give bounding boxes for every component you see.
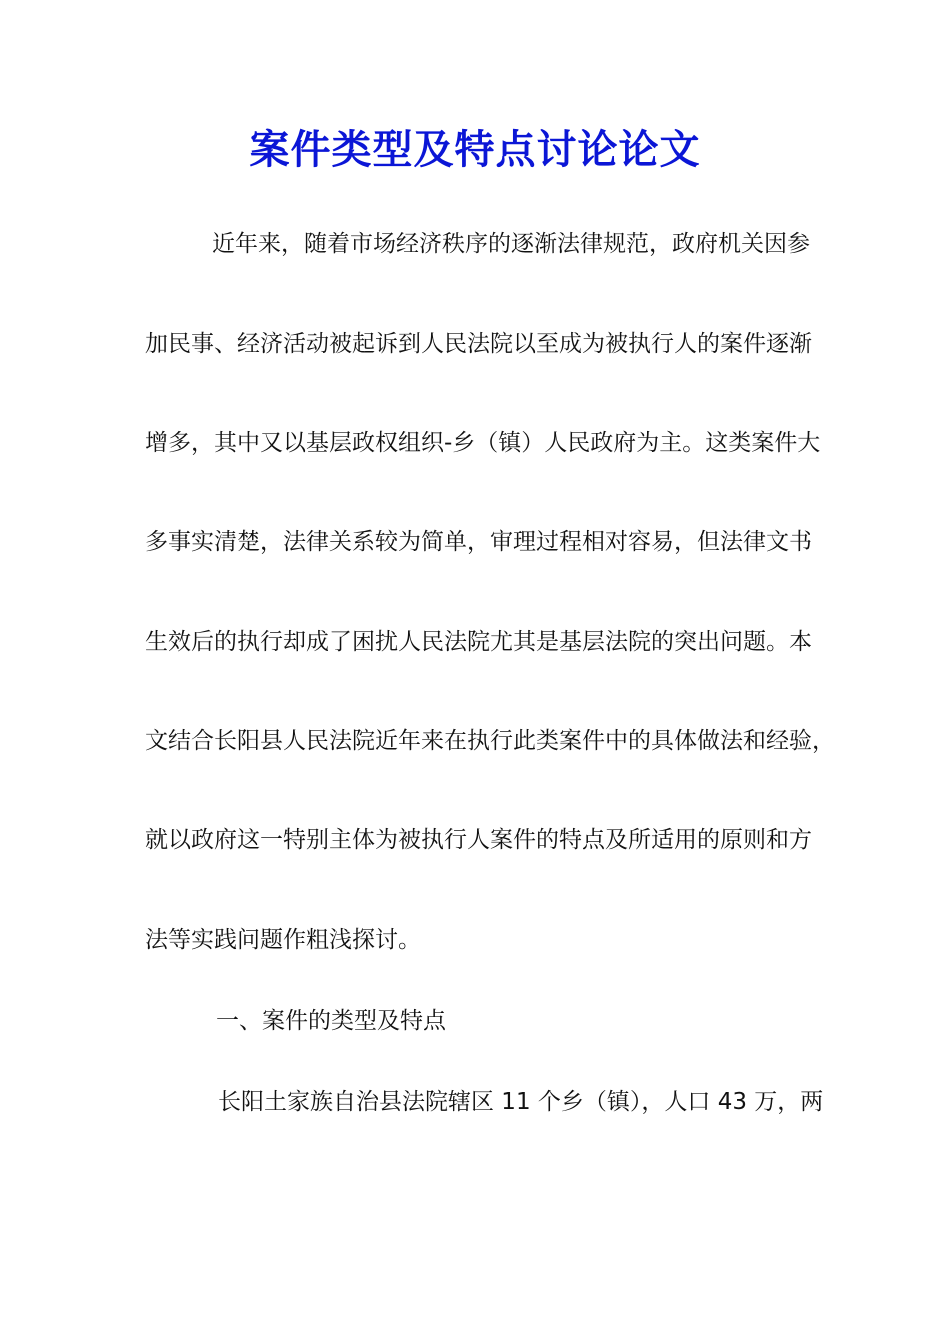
document-title: 案件类型及特点讨论论文 bbox=[249, 126, 701, 173]
paragraph-1-line-8: 法等实践问题作粗浅探讨。 bbox=[145, 927, 421, 953]
section-1-heading: 一、案件的类型及特点 bbox=[216, 1008, 446, 1034]
paragraph-1-line-6: 文结合长阳县人民法院近年来在执行此类案件中的具体做法和经验， bbox=[145, 728, 835, 754]
paragraph-1-line-2: 加民事、经济活动被起诉到人民法院以至成为被执行人的案件逐渐 bbox=[145, 331, 812, 357]
paragraph-1-line-5: 生效后的执行却成了困扰人民法院尤其是基层法院的突出问题。本 bbox=[145, 629, 812, 655]
paragraph-2-line-1: 长阳土家族自治县法院辖区 11 个乡（镇），人口 43 万，两 bbox=[218, 1089, 824, 1115]
paragraph-1-line-7: 就以政府这一特别主体为被执行人案件的特点及所适用的原则和方 bbox=[145, 827, 812, 853]
paragraph-1-line-4: 多事实清楚，法律关系较为简单，审理过程相对容易，但法律文书 bbox=[145, 529, 812, 555]
paragraph-1-line-1: 近年来，随着市场经济秩序的逐渐法律规范，政府机关因参 bbox=[212, 231, 810, 257]
paragraph-1-line-3: 增多，其中又以基层政权组织-乡（镇）人民政府为主。这类案件大 bbox=[145, 430, 821, 456]
